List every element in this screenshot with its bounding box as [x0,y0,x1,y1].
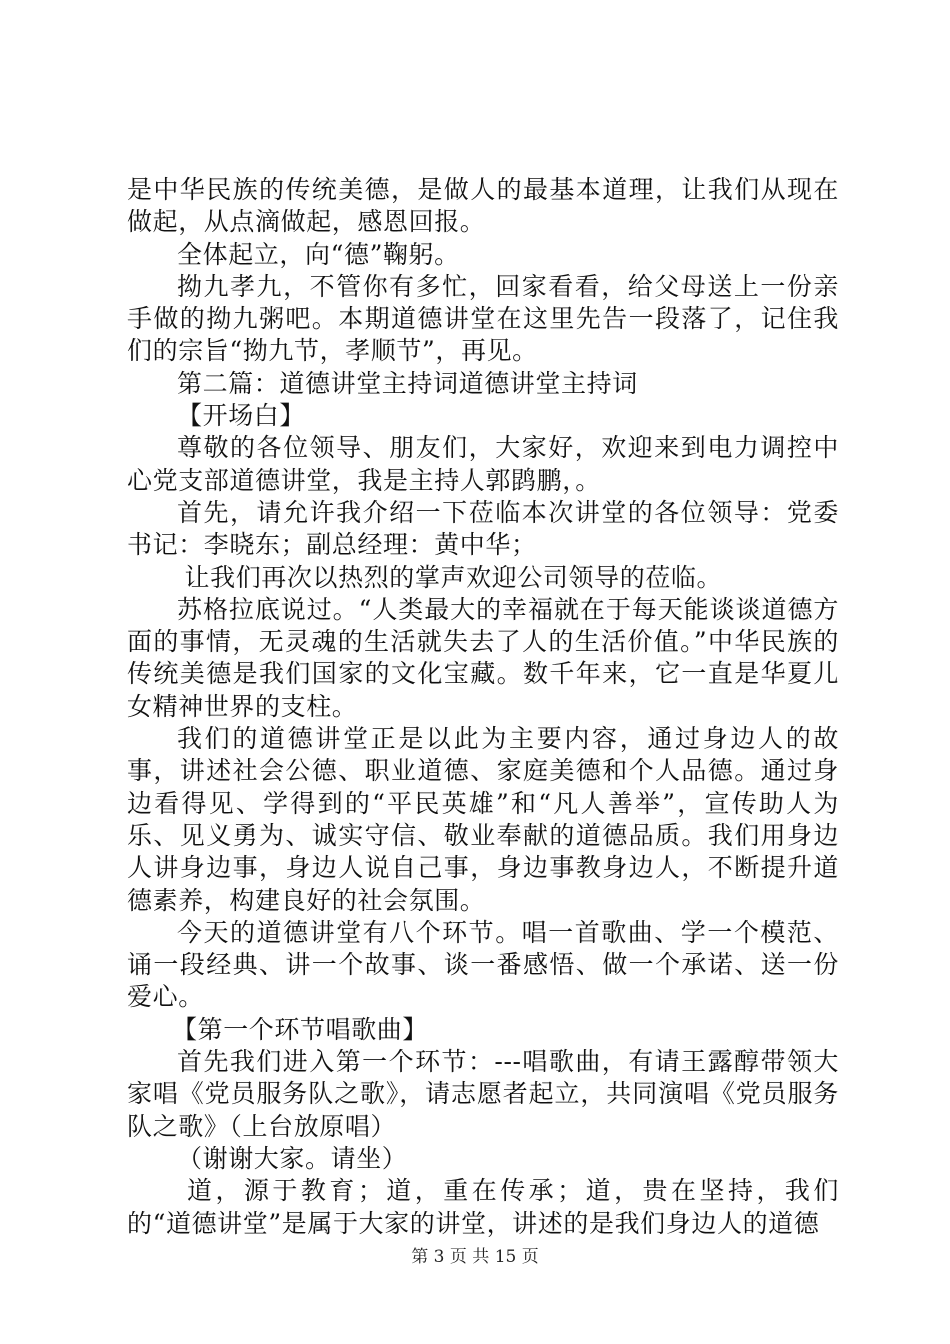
paragraph: 【第一个环节唱歌曲】 [172,1014,429,1044]
paragraph: 第二篇：道德讲堂主持词道德讲堂主持词 [177,368,638,398]
paragraph: 让我们再次以热烈的掌声欢迎公司领导的莅临。 [184,562,723,592]
paragraph: 苏格拉底说过。“人类最大的幸福就在于每天能谈谈道德方面的事情，无灵魂的生活就失去了人的生活价值。”中华民族的传统美德是我们国家的文化宝藏。数千年来，它一直是华夏儿女精神世界的支柱。 [127,594,839,721]
paragraph: 今天的道德讲堂有八个环节。唱一首歌曲、学一个模范、诵一段经典、讲一个故事、谈一番感悟、做一个承诺、送一份爱心。 [127,917,839,1012]
page-body [127,174,839,1240]
page-footer: 第 3 页 共 15 页 [411,1247,539,1267]
paragraph: 拗九孝九，不管你有多忙，回家看看，给父母送上一份亲手做的拗九粥吧。本期道德讲堂在这里先告一段落了，记住我们的宗旨“拗九节，孝顺节”，再见。 [127,271,839,366]
paragraph: 全体起立，向“德”鞠躬。 [177,239,460,269]
paragraph: 道，源于教育；道，重在传承；道，贵在坚持，我们的“道德讲堂”是属于大家的讲堂，讲述的是我们身边人的道德 [127,1176,839,1238]
paragraph: 【开场白】 [177,401,306,431]
paragraph: 尊敬的各位领导、朋友们，大家好，欢迎来到电力调控中心党支部道德讲堂，我是主持人郭鹍鹏，。 [127,433,839,495]
paragraph: 是中华民族的传统美德，是做人的最基本道理，让我们从现在做起，从点滴做起，感恩回报。 [127,175,839,237]
paragraph: （谢谢大家。请坐） [177,1143,408,1173]
paragraph: 我们的道德讲堂正是以此为主要内容，通过身边人的故事，讲述社会公德、职业道德、家庭美德和个人品德。通过身边看得见、学得到的“平民英雄”和“凡人善举”，宣传助人为乐、见义勇为、诚实守信、敬业奉献的道德品质。我们用身边人讲身边事，身边人说自己事，身边事教身边人，不断提升道德素养，构建良好的社会氛围。 [127,724,839,915]
paragraph: 首先我们进入第一个环节：---唱歌曲，有请王露醇带领大家唱《党员服务队之歌》，请志愿者起立，共同演唱《党员服务队之歌》（上台放原唱） [127,1047,839,1141]
paragraph: 首先，请允许我介绍一下莅临本次讲堂的各位领导：党委书记：李晓东；副总经理：黄中华； [127,497,839,560]
